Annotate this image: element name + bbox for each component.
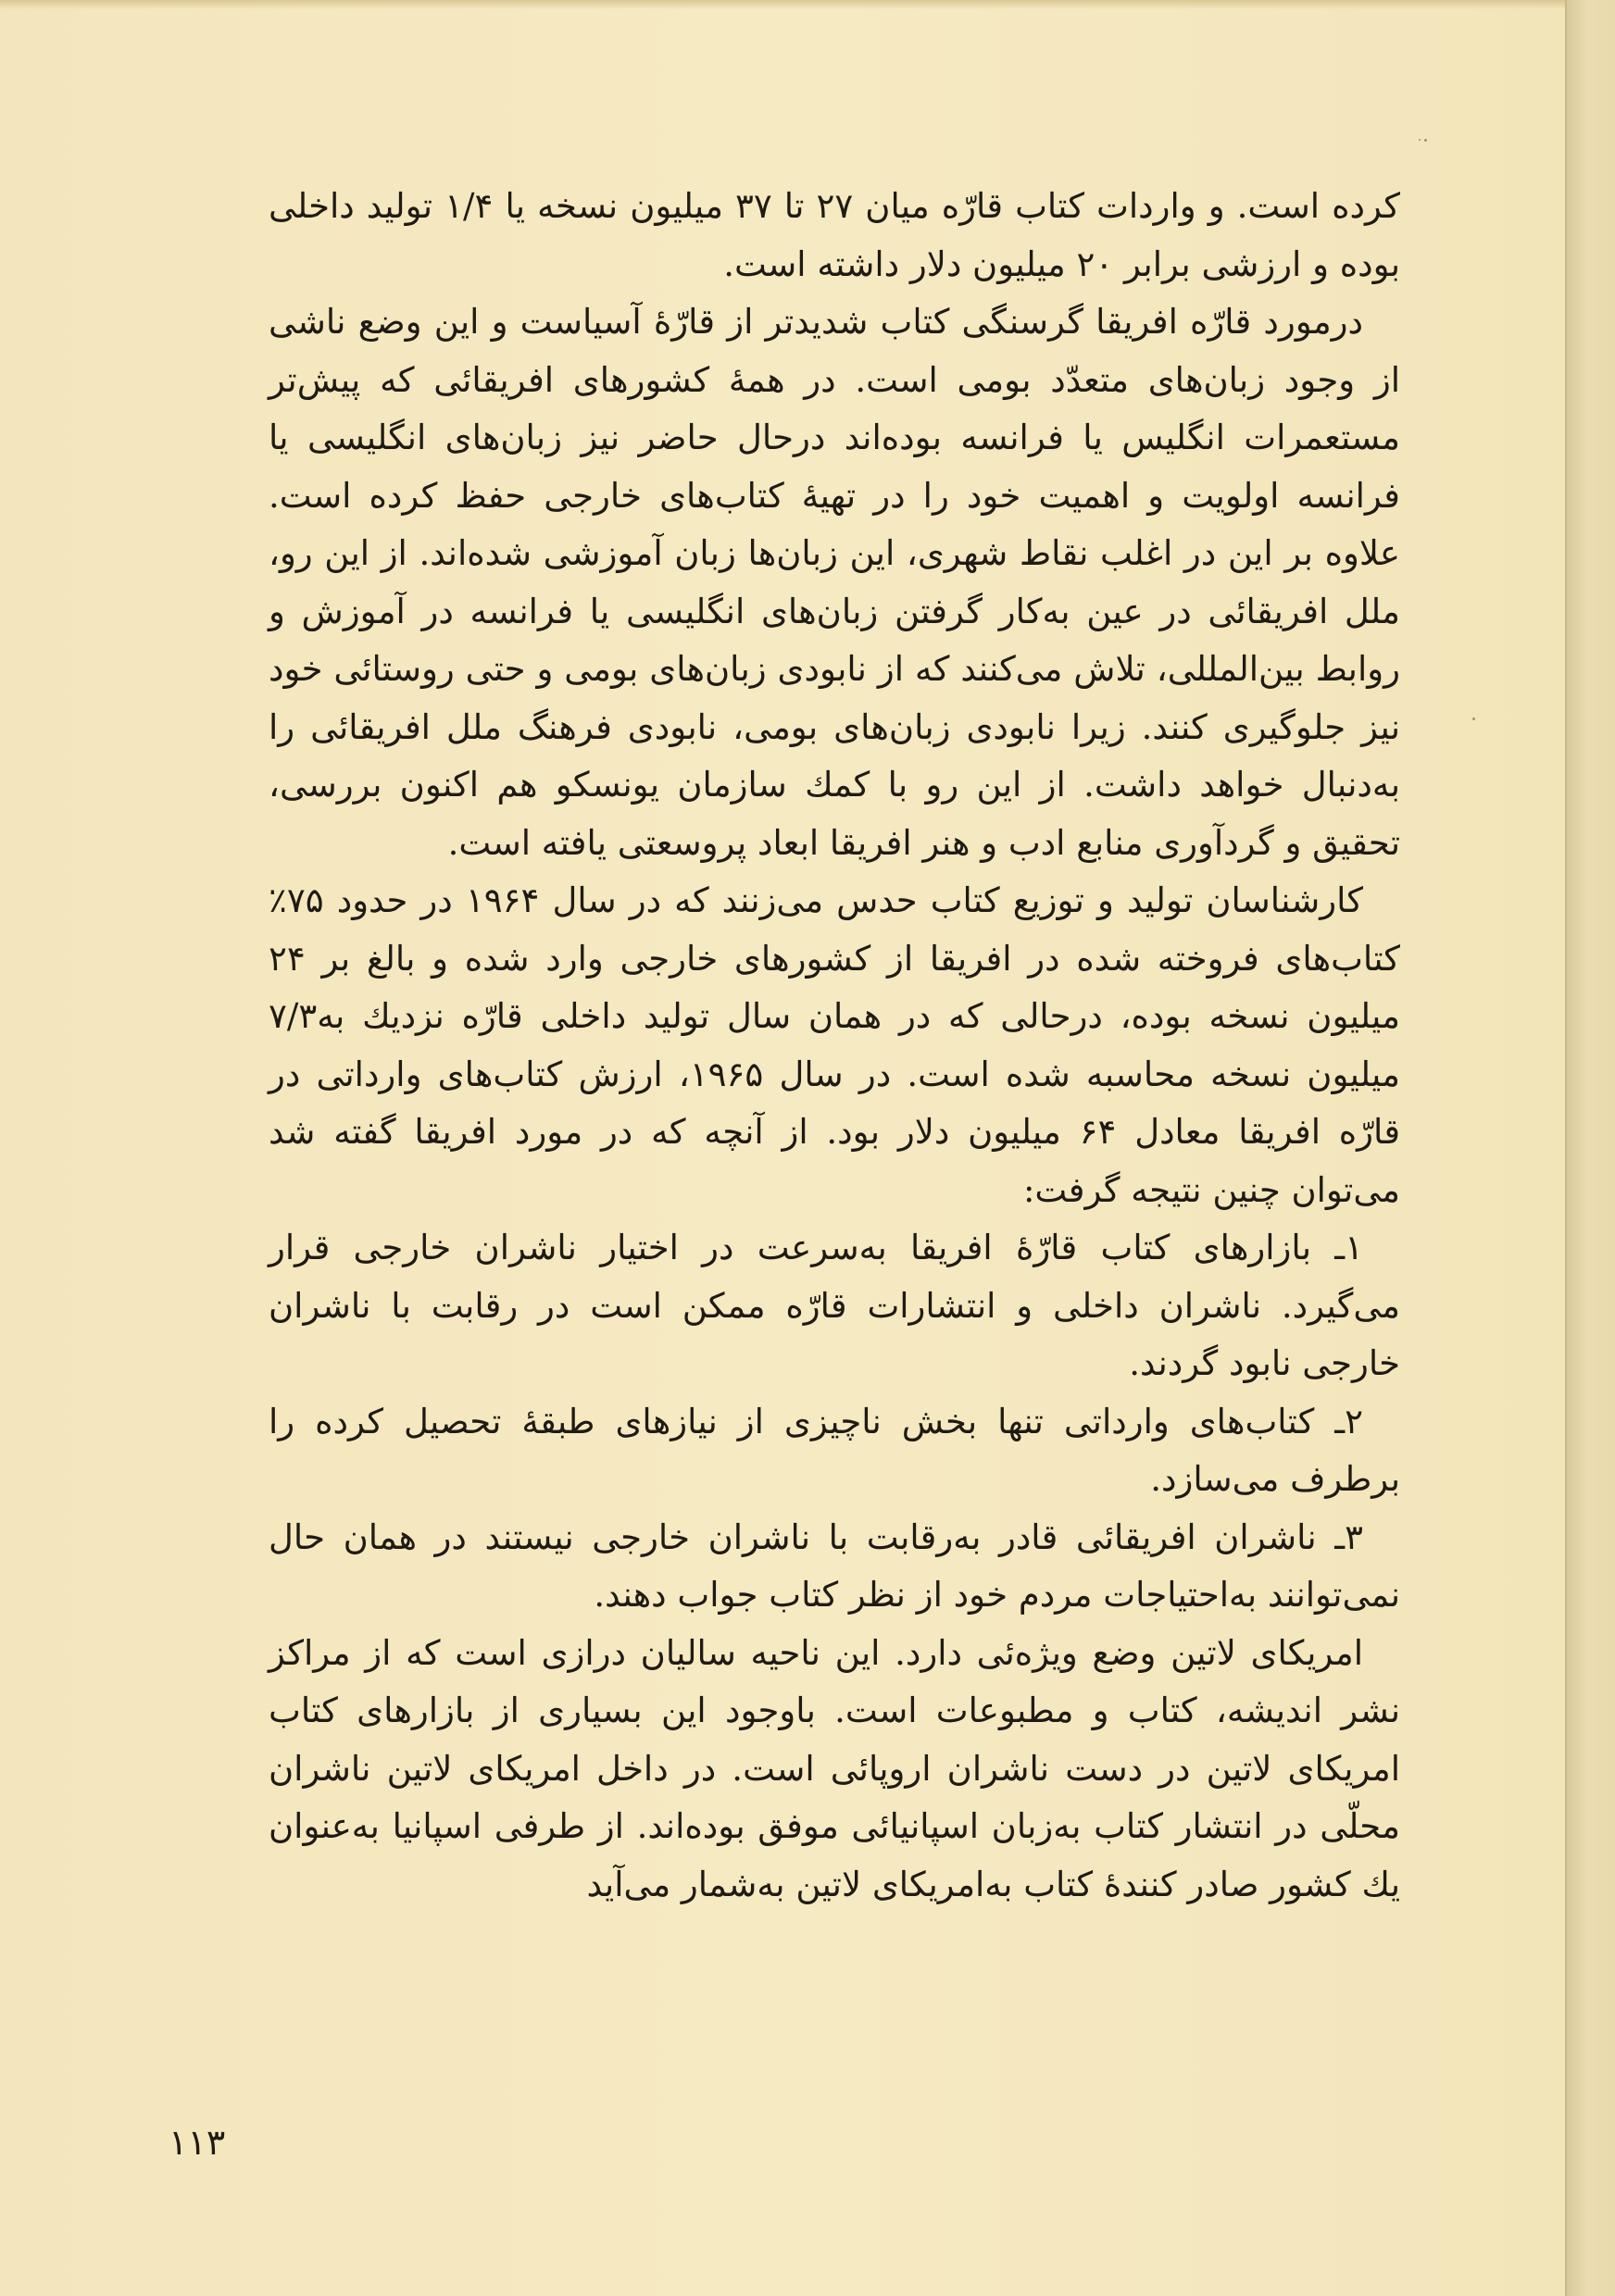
conclusion-item-3: ۳ـ ناشران افریقائی قادر به‌رقابت با ناشران خارجی نیستند در همان حال نمی‌توانند به‌احتیاجات مردم خود از نظر کتاب جواب دهند. bbox=[269, 1516, 1400, 1615]
paragraph-imports-asia: کرده است. و واردات کتاب قارّه میان ۲۷ تا ۳۷ میلیون نسخه یا ۱/۴ تولید داخلی بوده و ارزشی برابر ۲۰ میلیون دلار داشته است. bbox=[269, 186, 1401, 284]
paragraph-latin-america: امریکای لاتین وضع ویژه‌ئی دارد. این ناحیه سالیان درازی است که از مراکز نشر اندیشه، کتاب و مطبوعات است. باوجود این بسیاری از بازارهای کتاب امریکای لاتین در دست ناشران اروپائی است. در داخل امریکای لاتین ناشران محلّی در انتشار کتاب به‌زبان اسپانیائی موفق بوده‌اند. از طرفی اسپانیا به‌عنوان یك کشور صادر کنندهٔ کتاب به‌امریکای لاتین به‌شمار می‌آید bbox=[269, 1632, 1400, 1904]
body-text bbox=[269, 178, 1400, 1914]
conclusion-item-2: ۲ـ کتاب‌های وارداتی تنها بخش ناچیزی از نیازهای طبقهٔ تحصیل کرده را برطرف می‌سازد. bbox=[269, 1401, 1400, 1499]
page-number: ۱۱۳ bbox=[169, 2122, 226, 2163]
conclusion-item-1: ۱ـ بازارهای کتاب قارّهٔ افریقا به‌سرعت در اختیار ناشران خارجی قرار می‌گیرد. ناشران داخلی و انتشارات قارّه ممکن است در رقابت با ناشران خارجی نابود گردند. bbox=[269, 1228, 1400, 1383]
page-edge bbox=[1565, 0, 1615, 2296]
page-top-shadow bbox=[0, 0, 1565, 9]
paper-speck bbox=[1472, 718, 1475, 720]
paper-speck bbox=[1419, 139, 1421, 141]
paper-speck bbox=[1424, 139, 1427, 142]
paragraph-africa-languages: درمورد قارّه افریقا گرسنگی کتاب شدیدتر از قارّهٔ آسیاست و این وضع ناشی از وجود زبان‌های متعدّد بومی است. در همهٔ کشورهای افریقائی که پیش‌تر مستعمرات انگلیس یا فرانسه بوده‌اند درحال حاضر نیز زبان‌های انگلیسی یا فرانسه اولویت و اهمیت خود را در تهیهٔ کتاب‌های خارجی حفظ کرده است. علاوه بر این در اغلب نقاط شهری، این زبان‌ها زبان آموزشی شده‌اند. از این رو، ملل افریقائی در عین به‌کار گرفتن زبان‌های انگلیسی یا فرانسه در آموزش و روابط بین‌المللی، تلاش می‌کنند که از نابودی زبان‌های بومی و حتی روستائی خود نیز جلوگیری کنند. زیرا نابودی زبان‌های بومی، نابودی فرهنگ ملل افریقائی را به‌دنبال خواهد داشت. از این رو با کمك سازمان یونسکو هم اکنون بررسی، تحقیق و گردآوری منابع ادب و هنر افریقا ابعاد پروسعتی یافته است. bbox=[269, 302, 1400, 863]
paragraph-africa-statistics: کارشناسان تولید و توزیع کتاب حدس می‌زنند که در سال ۱۹۶۴ در حدود ۷۵٪ کتاب‌های فروخته شده در افریقا از کشورهای خارجی وارد شده و بالغ بر ۲۴ میلیون نسخه بوده، درحالی که در همان سال تولید داخلی قارّه نزدیك به۷/۳ میلیون نسخه محاسبه شده است. در سال ۱۹۶۵، ارزش کتاب‌های وارداتی در قارّه افریقا معادل ۶۴ میلیون دلار بود. از آنچه که در مورد افریقا گفته شد می‌توان چنین نتیجه گرفت: bbox=[269, 880, 1401, 1210]
